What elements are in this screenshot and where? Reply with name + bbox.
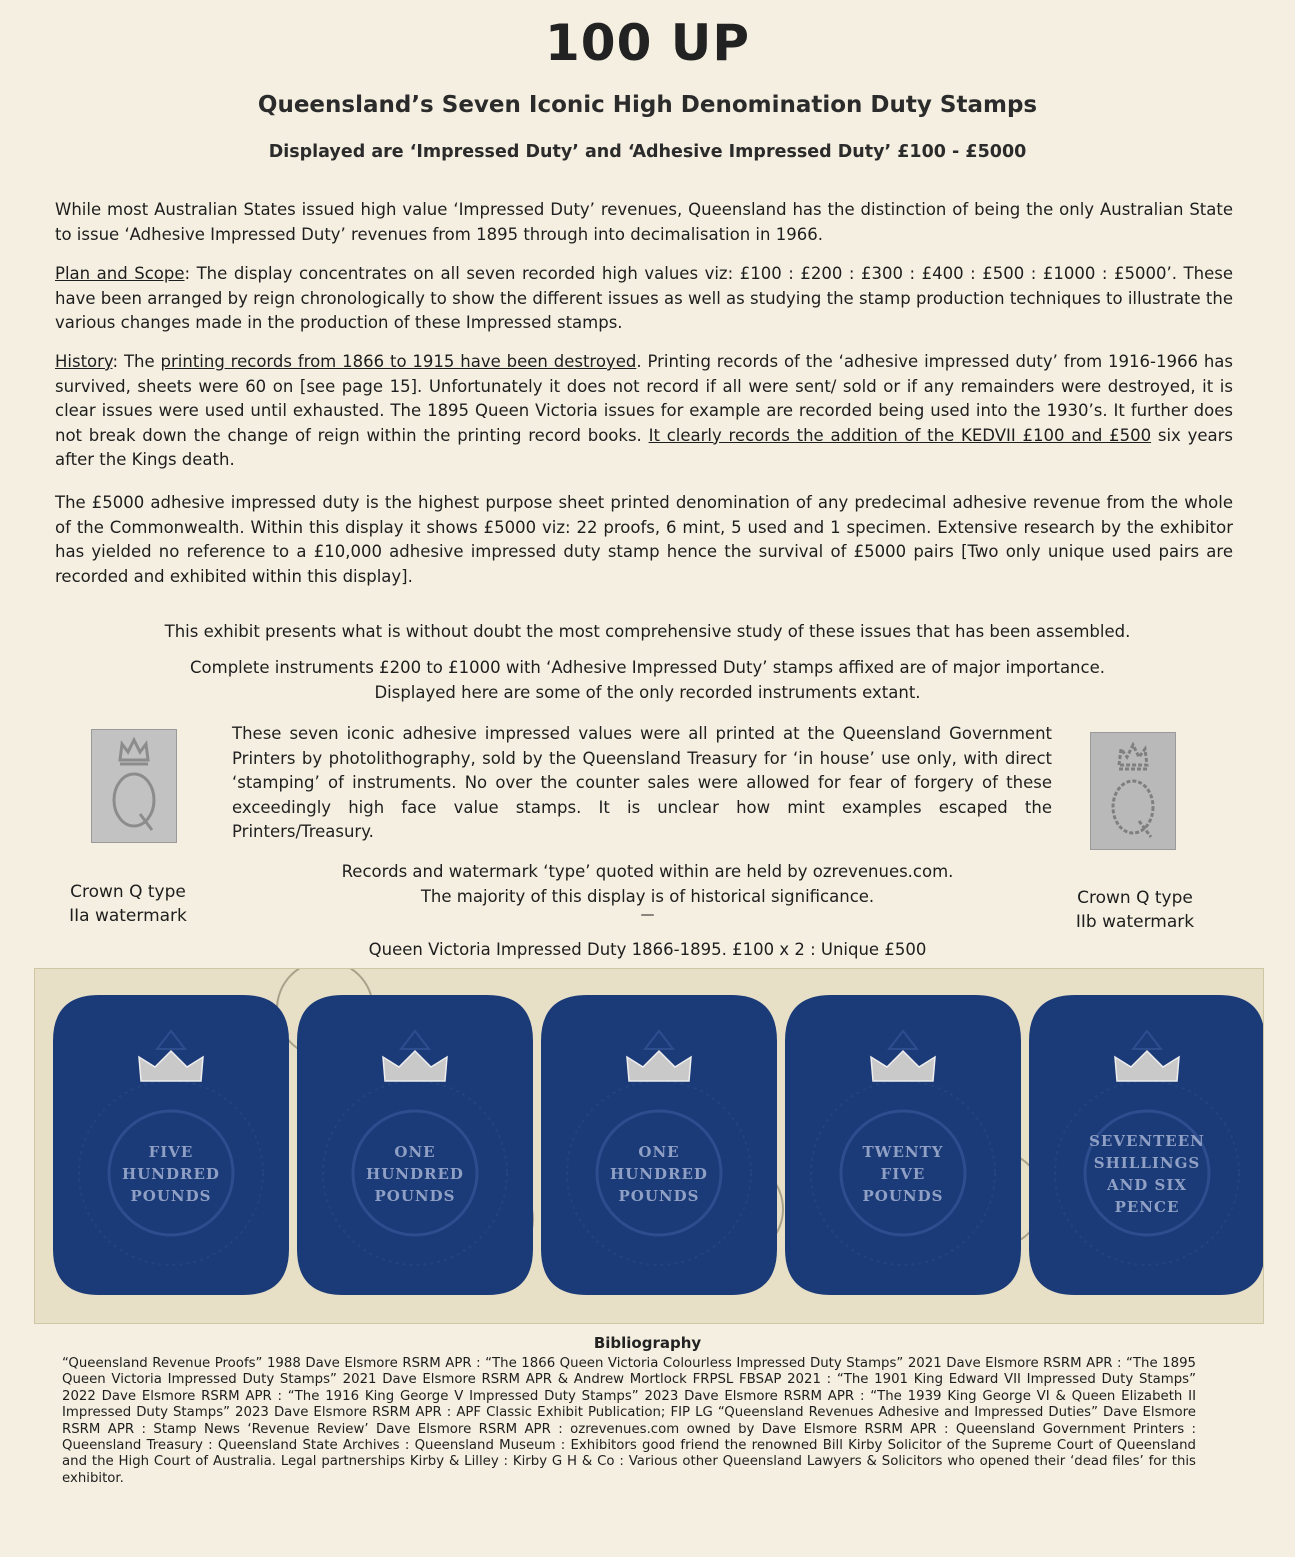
page-subheading: Displayed are ‘Impressed Duty’ and ‘Adhesive Impressed Duty’ £100 - £5000 bbox=[268, 142, 1027, 162]
history-destroyed-note: printing records from 1866 to 1915 have been destroyed bbox=[160, 352, 637, 371]
stamp-strip-graphic bbox=[35, 969, 1263, 1323]
stamp-denomination-line: FIVE bbox=[148, 1143, 194, 1161]
stamp-denomination-line: SEVENTEEN bbox=[1089, 1132, 1205, 1150]
history-middle: . Printing records of the ‘adhesive impressed duty’ from 1916-1966 has survived, sheets were 60 on [see page 15]. Unfortunately it does not record if all were sent/ sold or if any remainders were destroyed, it is clear issues were used until exhausted. The 1895 Queen Victoria issues for example are recorded being used into the 1930’s. It further does not break down the change of reign within the printing record books. bbox=[55, 352, 1233, 445]
page-title: 100 UP bbox=[544, 14, 751, 72]
instruments-line-1: Complete instruments £200 to £1000 with ‘Adhesive Impressed Duty’ stamps affixed are of major importance. bbox=[190, 658, 1105, 677]
five-thousand-paragraph: The £5000 adhesive impressed duty is the highest purpose sheet printed denomination of any predecimal adhesive revenue from the whole of the Commonwealth. Within this display it shows £5000 viz: 22 proofs, 6 mint, 5 used and 1 specimen. Extensive research by the exhibitor has yielded no reference to a £10,000 adhesive impressed duty stamp hence the survival of £5000 pairs [Two only unique used pairs are recorded and exhibited within this display]. bbox=[55, 493, 1233, 586]
instruments-line-2: Displayed here are some of the only recorded instruments extant. bbox=[374, 683, 921, 702]
history-tail: six years after the Kings death. bbox=[55, 425, 1233, 469]
history-paragraph bbox=[55, 350, 1233, 473]
stamp-denomination-line: POUNDS bbox=[374, 1187, 456, 1205]
stamp-denomination-line: SHILLINGS bbox=[1093, 1154, 1201, 1172]
exhibit-statement: This exhibit presents what is without doubt the most comprehensive study of these issues that has been assembled. bbox=[164, 622, 1131, 641]
watermark-iib-caption: Crown Q type IIb watermark bbox=[1075, 888, 1195, 932]
plan-text: : The display concentrates on all seven recorded high values viz: £100 : £200 : £300 : £400 : £500 : £1000 : £5000’. These have been arranged by reign chronologically to show the different issues as well as studying the stamp production techniques to illustrate the various changes made in the production of these Impressed stamps. bbox=[55, 264, 1233, 332]
impressed-duty-stamp bbox=[541, 995, 777, 1295]
stamp-denomination-line: ONE bbox=[638, 1143, 680, 1161]
page-subtitle: Queensland’s Seven Iconic High Denomination Duty Stamps bbox=[257, 92, 1038, 118]
stamp-denomination-line: POUNDS bbox=[130, 1187, 212, 1205]
strip-caption: Queen Victoria Impressed Duty 1866-1895. £100 x 2 : Unique £500 bbox=[368, 940, 927, 959]
plan-paragraph bbox=[55, 262, 1233, 336]
impressed-duty-stamp bbox=[785, 995, 1021, 1295]
records-line-1: Records and watermark ‘type’ quoted within are held by ozrevenues.com. bbox=[341, 862, 954, 881]
plan-label: Plan and Scope bbox=[55, 264, 185, 283]
stamp-denomination-line: ONE bbox=[394, 1143, 436, 1161]
stamp-denomination-line: FIVE bbox=[880, 1165, 926, 1183]
bibliography-text: “Queensland Revenue Proofs” 1988 Dave Elsmore RSRM APR : “The 1866 Queen Victoria Colourless Impressed Duty Stamps” 2021 Dave Elsmore RSRM APR : “The 1895 Queen Victoria Impressed Duty Stamps” 2021 Dave Elsmore RSRM APR & Andrew Mortlock FRPSL FBSAP 2021 : “The 1901 King Edward VII Impressed Duty Stamps” 2022 Dave Elsmore RSRM APR : “The 1916 King George V Impressed Duty Stamps” 2023 Dave Elsmore RSRM APR : “The 1939 King George VI & Queen Elizabeth II Impressed Duty Stamps” 2023 Dave Elsmore RSRM APR : APF Classic Exhibit Publication; FIP LG “Queensland Revenues Adhesive and Impressed Duties” Dave Elsmore RSRM APR : Stamp News ‘Revenue Review’ Dave Elsmore RSRM APR : ozrevenues.com owned by Dave Elsmore RSRM APR : Queensland Government Printers : Queensland Treasury : Queensland State Archives : Queensland Museum : Exhibitors good friend the renowned Bill Kirby Solicitor of the Supreme Court of Queensland and the High Court of Australia. Legal partnerships Kirby & Lilley : Kirby G H & Co : Various other Queensland Lawyers & Solicitors who opened their ‘dead files’ for this exhibitor. bbox=[62, 1356, 1196, 1486]
printing-paragraph: These seven iconic adhesive impressed values were all printed at the Queensland Government Printers by photolithography, sold by the Queensland Treasury for ‘in house’ use only, with direct ‘stamping’ of instruments. No over the counter sales were allowed for fear of forgery of these exceedingly high face value stamps. It is unclear how mint examples escaped the Printers/Treasury. bbox=[232, 724, 1052, 841]
stamp-denomination-line: POUNDS bbox=[618, 1187, 700, 1205]
watermark-iib-image bbox=[1090, 732, 1176, 850]
stamp-denomination-line: HUNDRED bbox=[610, 1165, 708, 1183]
bibliography-title: Bibliography bbox=[593, 1334, 702, 1352]
stamp-denomination-line: PENCE bbox=[1114, 1198, 1180, 1216]
stamp-denomination-line: HUNDRED bbox=[122, 1165, 220, 1183]
history-kedvii-note: It clearly records the addition of the KEDVII £100 and £500 bbox=[648, 425, 1152, 445]
history-lead: : The bbox=[112, 352, 161, 371]
separator-dash: — bbox=[640, 907, 655, 923]
records-line-2: The majority of this display is of historical significance. bbox=[420, 887, 875, 906]
stamp-denomination-line: TWENTY bbox=[862, 1143, 944, 1161]
history-label: History bbox=[55, 352, 113, 371]
stamp-denomination-line: POUNDS bbox=[862, 1187, 944, 1205]
stamp-denomination-line: AND SIX bbox=[1106, 1176, 1188, 1194]
impressed-duty-stamp bbox=[1029, 995, 1263, 1295]
impressed-duty-stamp bbox=[53, 995, 289, 1295]
watermark-iia-image bbox=[91, 729, 177, 843]
watermark-iia-caption: Crown Q type IIa watermark bbox=[69, 882, 187, 926]
impressed-duty-strip bbox=[34, 968, 1264, 1324]
stamp-denomination-line: HUNDRED bbox=[366, 1165, 464, 1183]
impressed-duty-stamp bbox=[297, 995, 533, 1295]
intro-paragraph: While most Australian States issued high value ‘Impressed Duty’ revenues, Queensland has the distinction of being the only Australian State to issue ‘Adhesive Impressed Duty’ revenues from 1895 through into decimalisation in 1966. bbox=[55, 200, 1233, 244]
